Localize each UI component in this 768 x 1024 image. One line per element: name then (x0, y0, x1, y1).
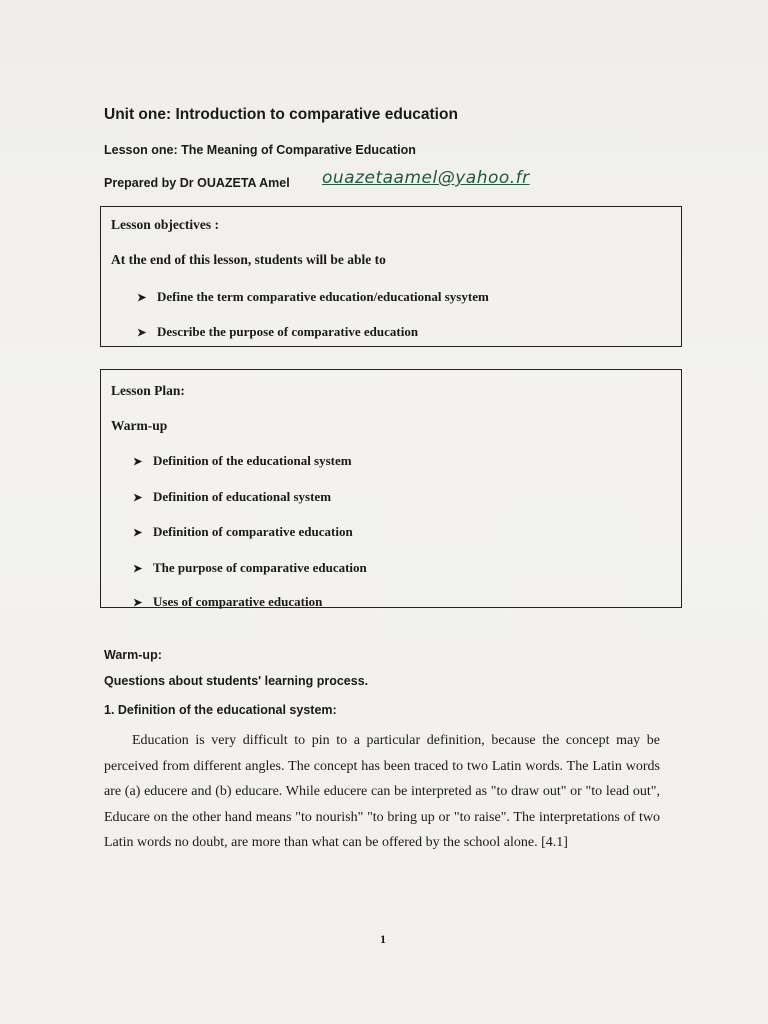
lesson-title: Lesson one: The Meaning of Comparative Education (104, 143, 416, 157)
plan-item-text: Definition of the educational system (153, 453, 352, 468)
section-paragraph (104, 728, 660, 856)
handwritten-email-text: ouazetaamel@yahoo.fr (322, 168, 530, 188)
unit-title: Unit one: Introduction to comparative education (104, 106, 458, 123)
warmup-heading: Warm-up: (104, 648, 162, 662)
objectives-box (100, 206, 682, 347)
questions-heading: Questions about students' learning process. (104, 674, 369, 688)
section-paragraph-text: Education is very difficult to pin to a particular definition, because the concept may be perceived from different angles. The concept has been traced to two Latin words. The Latin words are (a) educere and (b) educare. While educere can be interpreted as "to draw out" or "to lead out", Educare on the other hand means "to nourish" "to bring up or "to raise". The interpretations of two Latin words no doubt, are more than what can be offered by the school alone. [4.1] (104, 733, 660, 850)
arrowhead-bullet-icon: ➤ (133, 456, 143, 468)
arrowhead-bullet-icon: ➤ (133, 597, 143, 609)
lesson-plan-title: Lesson Plan: (111, 383, 185, 398)
list-item (133, 453, 352, 469)
plan-item-text: Definition of comparative education (153, 524, 353, 539)
page-number: 1 (380, 932, 386, 946)
lesson-plan-warmup: Warm-up (111, 418, 168, 433)
handwritten-email (322, 168, 530, 188)
objectives-title: Lesson objectives : (111, 217, 219, 232)
arrowhead-bullet-icon: ➤ (133, 527, 143, 539)
objective-text: Describe the purpose of comparative education (157, 324, 419, 339)
list-item (133, 524, 353, 540)
arrowhead-bullet-icon: ➤ (133, 563, 143, 575)
plan-item-text: Definition of educational system (153, 489, 332, 504)
section-heading: 1. Definition of the educational system: (104, 703, 337, 717)
list-item (137, 324, 418, 340)
plan-item-text: Uses of comparative education (153, 594, 323, 609)
list-item (133, 489, 331, 505)
prepared-by: Prepared by Dr OUAZETA Amel (104, 176, 290, 190)
list-item (137, 289, 489, 305)
lesson-plan-box (100, 369, 682, 608)
objective-text: Define the term comparative education/educational sysytem (157, 289, 489, 304)
objectives-intro: At the end of this lesson, students will be able to (111, 252, 386, 267)
arrowhead-bullet-icon: ➤ (137, 327, 147, 339)
arrowhead-bullet-icon: ➤ (133, 492, 143, 504)
plan-item-text: The purpose of comparative education (153, 560, 367, 575)
list-item (133, 594, 322, 610)
list-item (133, 560, 367, 576)
arrowhead-bullet-icon: ➤ (137, 292, 147, 304)
